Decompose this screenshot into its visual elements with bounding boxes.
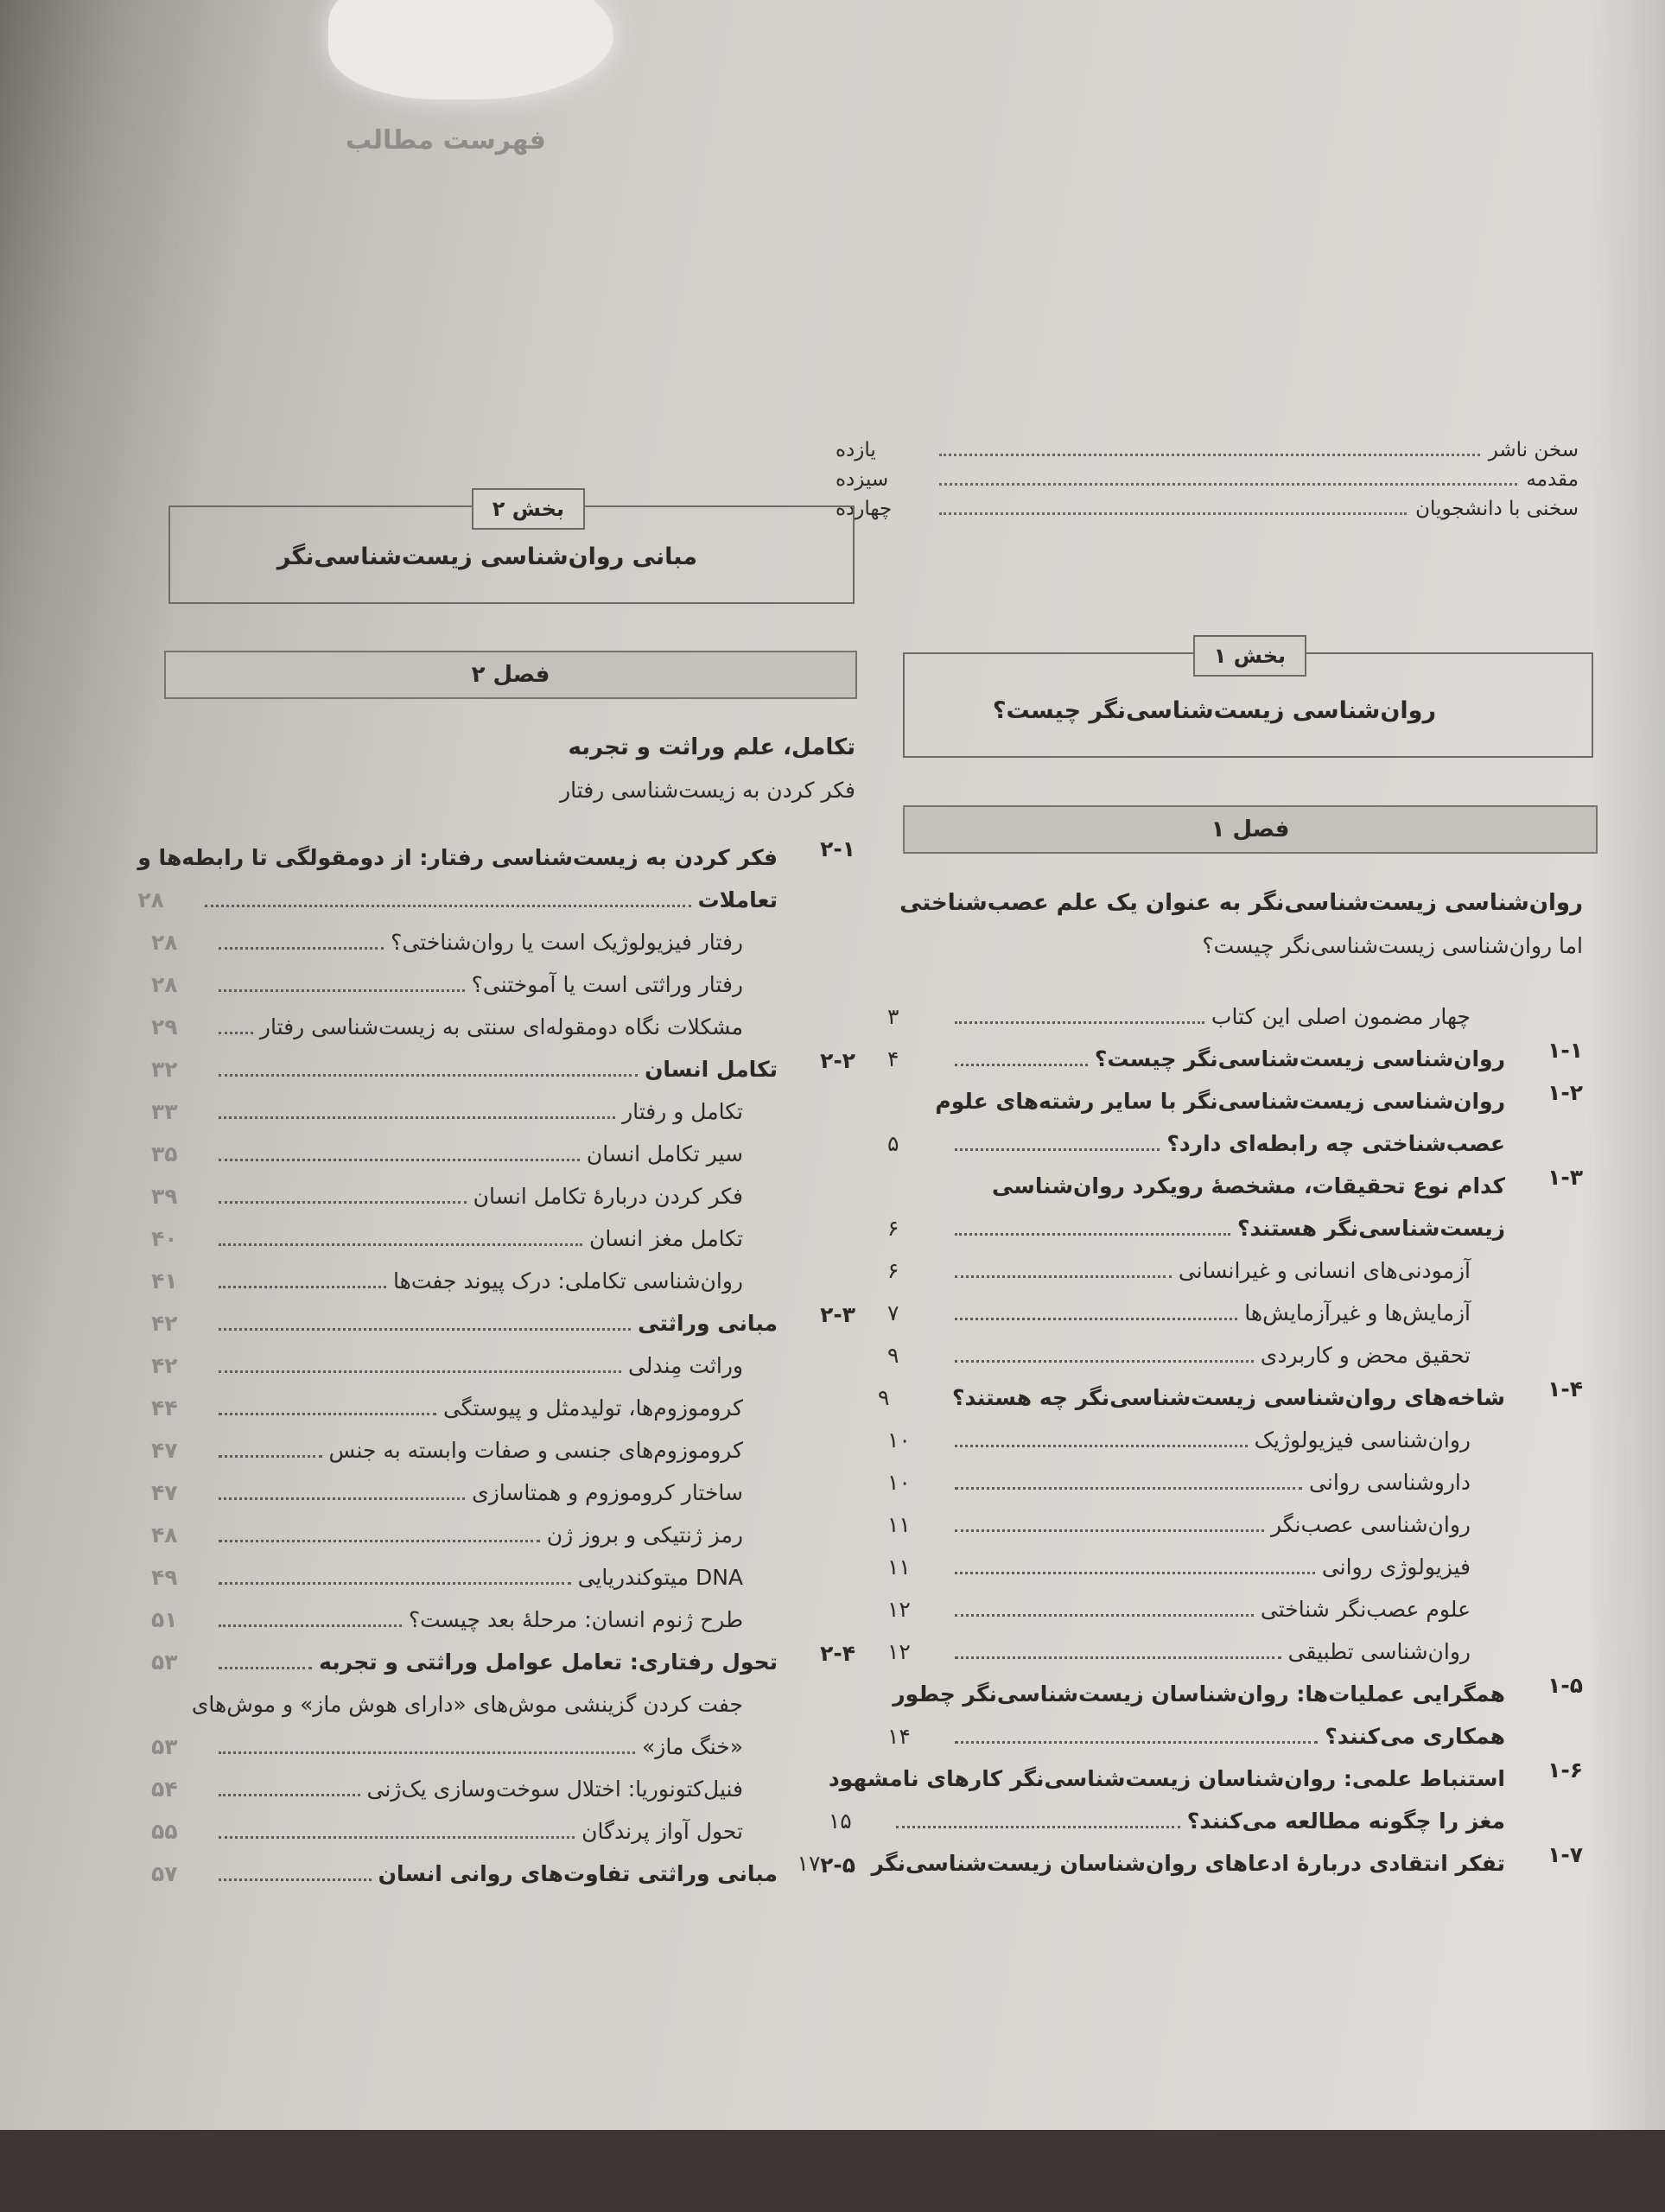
toc-entry-title: روان‌شناسی فیزیولوژیک bbox=[1254, 1427, 1471, 1452]
leader-dots bbox=[219, 1230, 582, 1246]
toc-page-number: ۳۵ bbox=[151, 1141, 178, 1166]
toc-page-number: ۵ bbox=[887, 1131, 899, 1156]
toc-entry-title: طرح ژنوم انسان: مرحلهٔ بعد چیست؟ bbox=[408, 1607, 743, 1632]
toc-page-number: ۴۱ bbox=[151, 1268, 178, 1294]
toc-section-entry[interactable] bbox=[151, 1641, 855, 1683]
toc-page-number: ۱۲ bbox=[887, 1597, 911, 1622]
toc-page-number: ۴۴ bbox=[151, 1395, 178, 1421]
toc-section-entry[interactable] bbox=[877, 1376, 1583, 1419]
toc-subentry[interactable] bbox=[887, 995, 1583, 1038]
front-matter-row[interactable] bbox=[836, 498, 1579, 527]
toc-subentry[interactable] bbox=[151, 1683, 855, 1768]
leader-dots bbox=[955, 1050, 1088, 1066]
leader-dots bbox=[955, 1304, 1237, 1320]
toc-section-number: ۲-۵ bbox=[820, 1853, 855, 1878]
part2-title: مبانی روان‌شناسی زیست‌شناسی‌نگر bbox=[276, 543, 697, 570]
toc-page-number: ۲۸ bbox=[151, 930, 178, 955]
leader-dots bbox=[955, 1600, 1254, 1617]
toc-subentry[interactable] bbox=[887, 1503, 1583, 1546]
toc-entry-title: روان‌شناسی تطبیقی bbox=[1287, 1639, 1471, 1664]
toc-page-number: ۴۷ bbox=[151, 1438, 178, 1463]
leader-dots bbox=[219, 1568, 571, 1585]
toc-page-number: ۶ bbox=[887, 1216, 899, 1241]
toc-page-number: ۳۹ bbox=[151, 1184, 178, 1209]
toc-subentry[interactable] bbox=[151, 1471, 855, 1514]
toc-entry-title: فیزیولوژی روانی bbox=[1321, 1554, 1471, 1580]
toc-section-number: ۲-۲ bbox=[820, 1048, 855, 1073]
toc-section-entry[interactable] bbox=[151, 1302, 855, 1344]
toc-entry-title: عصب‌شناختی چه رابطه‌ای دارد؟ bbox=[1166, 1131, 1505, 1156]
toc-entry-title: همکاری می‌کنند؟ bbox=[1325, 1724, 1505, 1749]
toc-subentry[interactable] bbox=[151, 1556, 855, 1599]
toc-page-number: ۲۸ bbox=[137, 887, 164, 912]
toc-subentry[interactable] bbox=[151, 1768, 855, 1810]
toc-page-number: ۱۱ bbox=[887, 1512, 911, 1537]
toc-entry-title: ساختار کروموزوم و همتاسازی bbox=[472, 1480, 743, 1505]
toc-page-number: ۱۴ bbox=[887, 1724, 911, 1749]
toc-section-entry[interactable] bbox=[887, 1038, 1583, 1080]
toc-page-number: ۷ bbox=[887, 1300, 899, 1325]
toc-entry-title: کدام نوع تحقیقات، مشخصهٔ رویکرد روان‌شناسی bbox=[992, 1173, 1505, 1198]
part2-box bbox=[168, 497, 855, 604]
toc-subentry[interactable] bbox=[887, 1630, 1583, 1673]
leader-dots bbox=[939, 502, 1407, 515]
chapter2-bar: فصل ۲ bbox=[164, 651, 857, 699]
leader-dots bbox=[219, 1526, 540, 1542]
toc-subentry[interactable] bbox=[887, 1546, 1583, 1588]
toc-page-number: ۴۲ bbox=[151, 1353, 178, 1378]
leader-dots bbox=[219, 1272, 386, 1288]
toc-page-number: ۶ bbox=[887, 1258, 899, 1283]
chapter2-entries bbox=[137, 836, 855, 1895]
toc-page-number: ۴۲ bbox=[151, 1311, 178, 1336]
toc-entry-title: مغز را چگونه مطالعه می‌کنند؟ bbox=[1186, 1808, 1505, 1834]
leader-dots bbox=[219, 933, 384, 950]
leader-dots bbox=[955, 1007, 1204, 1024]
toc-entry-title: تحول رفتاری: تعامل عوامل وراثتی و تجربه bbox=[319, 1649, 778, 1675]
toc-entry-title: همگرایی عملیات‌ها: روان‌شناسان زیست‌شناسی‌نگر چطور bbox=[893, 1681, 1505, 1707]
toc-section-entry[interactable] bbox=[151, 1853, 855, 1895]
front-matter-page: سیزده bbox=[836, 468, 889, 491]
toc-entry-title: تحول آواز پرندگان bbox=[581, 1819, 743, 1844]
toc-entry-title: جفت کردن گزینشی موش‌های «دارای هوش ماز» و موش‌های bbox=[191, 1692, 743, 1717]
leader-dots bbox=[896, 1812, 1180, 1828]
toc-section-number: ۱-۲ bbox=[1547, 1080, 1583, 1105]
toc-page-number: ۵۵ bbox=[151, 1819, 178, 1844]
toc-subentry[interactable] bbox=[151, 1217, 855, 1260]
toc-entry-title: تکامل و رفتار bbox=[622, 1099, 743, 1124]
front-matter-page: چهارده bbox=[836, 498, 893, 520]
toc-subentry[interactable] bbox=[887, 1334, 1583, 1376]
chapter1-bar: فصل ۱ bbox=[903, 805, 1598, 854]
toc-page-number: ۲۹ bbox=[151, 1014, 178, 1039]
toc-subentry[interactable] bbox=[151, 1090, 855, 1133]
toc-entry-title: زیست‌شناسی‌نگر هستند؟ bbox=[1236, 1216, 1505, 1241]
leader-dots bbox=[219, 1357, 621, 1373]
leader-dots bbox=[955, 1431, 1248, 1447]
toc-subentry[interactable] bbox=[887, 1419, 1583, 1461]
toc-entry-title: تعاملات bbox=[697, 887, 778, 912]
toc-entry-title: تکامل انسان bbox=[645, 1057, 778, 1082]
toc-section-number: ۱-۷ bbox=[1547, 1842, 1583, 1867]
toc-entry-title: تکامل مغز انسان bbox=[588, 1226, 743, 1251]
toc-subentry[interactable] bbox=[151, 1599, 855, 1641]
leader-dots bbox=[219, 1653, 312, 1669]
front-matter-label: سخنی با دانشجویان bbox=[1415, 498, 1579, 520]
leader-dots bbox=[939, 443, 1480, 456]
leader-dots bbox=[955, 1346, 1254, 1363]
toc-section-entry[interactable] bbox=[137, 836, 855, 921]
toc-entry-title: چهار مضمون اصلی این کتاب bbox=[1211, 1004, 1471, 1029]
leader-dots bbox=[955, 1643, 1281, 1659]
toc-section-entry[interactable] bbox=[828, 1758, 1583, 1842]
toc-subentry[interactable] bbox=[151, 921, 855, 963]
chapter1-title: روان‌شناسی زیست‌شناسی‌نگر به عنوان یک علم عصب‌شناختی bbox=[899, 890, 1583, 916]
toc-subentry[interactable] bbox=[151, 1175, 855, 1217]
desk-edge bbox=[0, 2130, 1665, 2212]
toc-subentry[interactable] bbox=[151, 1006, 855, 1048]
page-title: فهرست مطالب bbox=[346, 125, 546, 156]
leader-dots bbox=[219, 1822, 575, 1839]
front-matter-label: مقدمه bbox=[1526, 468, 1579, 491]
toc-page-number: ۵۳ bbox=[151, 1734, 178, 1759]
toc-page-number: ۱۰ bbox=[887, 1470, 911, 1495]
toc-entry-title: مبانی وراثتی bbox=[638, 1311, 778, 1336]
leader-dots bbox=[219, 1780, 360, 1796]
chapter1-subtitle: اما روان‌شناسی زیست‌شناسی‌نگر چیست؟ bbox=[1202, 933, 1583, 958]
toc-page-number: ۱۵ bbox=[828, 1808, 852, 1834]
leader-dots bbox=[219, 1865, 372, 1881]
leader-dots bbox=[219, 1018, 253, 1034]
toc-page-number: ۴۸ bbox=[151, 1522, 178, 1548]
toc-entry-title: آزمودنی‌های انسانی و غیرانسانی bbox=[1178, 1258, 1471, 1283]
toc-subentry[interactable] bbox=[887, 1461, 1583, 1503]
leader-dots bbox=[219, 1103, 615, 1119]
toc-entry-title: روان‌شناسی عصب‌نگر bbox=[1271, 1512, 1471, 1537]
toc-entry-title: آزمایش‌ها و غیرآزمایش‌ها bbox=[1244, 1300, 1471, 1325]
leader-dots bbox=[955, 1219, 1230, 1236]
toc-page-number: ۳ bbox=[887, 1004, 899, 1029]
toc-entry-title: مشکلات نگاه دومقوله‌ای سنتی به زیست‌شناسی رفتار bbox=[259, 1014, 743, 1039]
toc-page-number: ۴۹ bbox=[151, 1565, 178, 1590]
toc-entry-title: علوم عصب‌نگر شناختی bbox=[1260, 1597, 1471, 1622]
toc-page-number: ۵۳ bbox=[151, 1649, 178, 1675]
toc-section-entry[interactable] bbox=[887, 1080, 1583, 1165]
leader-dots bbox=[219, 1399, 436, 1415]
toc-subentry[interactable] bbox=[151, 1514, 855, 1556]
toc-section-number: ۲-۱ bbox=[820, 836, 855, 861]
toc-page-number: ۳۲ bbox=[151, 1057, 178, 1082]
toc-entry-title: استنباط علمی: روان‌شناسان زیست‌شناسی‌نگر کارهای نامشهود bbox=[828, 1766, 1505, 1791]
leader-dots bbox=[219, 1187, 467, 1204]
leader-dots bbox=[219, 976, 465, 992]
toc-section-number: ۱-۶ bbox=[1547, 1758, 1583, 1783]
toc-entry-title: روان‌شناسی زیست‌شناسی‌نگر با سایر رشته‌های علوم bbox=[935, 1089, 1505, 1114]
toc-subentry[interactable] bbox=[151, 1260, 855, 1302]
part1-box bbox=[903, 644, 1593, 758]
front-matter-label: سخن ناشر bbox=[1488, 439, 1579, 461]
toc-subentry[interactable] bbox=[887, 1588, 1583, 1630]
toc-page-number: ۳۳ bbox=[151, 1099, 178, 1124]
sticker-remnant bbox=[328, 0, 613, 99]
toc-entry-title: سیر تکامل انسان bbox=[586, 1141, 743, 1166]
chapter2-title: تکامل، علم وراثت و تجربه bbox=[568, 734, 855, 760]
toc-subentry[interactable] bbox=[151, 1344, 855, 1387]
toc-entry-title: فکر کردن دربارهٔ تکامل انسان bbox=[473, 1184, 743, 1209]
toc-entry-title: رفتار وراثتی است یا آموختنی؟ bbox=[471, 972, 743, 997]
leader-dots bbox=[955, 1727, 1318, 1744]
toc-section-number: ۲-۳ bbox=[820, 1302, 855, 1327]
toc-page-number: ۲۸ bbox=[151, 972, 178, 997]
toc-page-number: ۱۷ bbox=[797, 1851, 821, 1876]
leader-dots bbox=[955, 1516, 1264, 1532]
toc-entry-title: فکر کردن به زیست‌شناسی رفتار: از دومقولگی تا رابطه‌ها و bbox=[137, 845, 778, 870]
part1-tag: بخش ۱ bbox=[1193, 635, 1306, 677]
leader-dots bbox=[205, 891, 690, 907]
toc-page-number: ۹ bbox=[877, 1385, 890, 1410]
toc-subentry[interactable] bbox=[151, 1133, 855, 1175]
toc-page-number: ۵۴ bbox=[151, 1777, 178, 1802]
toc-page-number: ۵۷ bbox=[151, 1861, 178, 1886]
toc-entry-title: مبانی وراثتی تفاوت‌های روانی انسان bbox=[378, 1861, 778, 1886]
front-matter-page: یازده bbox=[836, 439, 876, 461]
toc-section-number: ۱-۴ bbox=[1547, 1376, 1583, 1402]
leader-dots bbox=[955, 1473, 1302, 1490]
part2-tag: بخش ۲ bbox=[472, 488, 585, 530]
leader-dots bbox=[955, 1262, 1172, 1278]
toc-page-number: ۱۰ bbox=[887, 1427, 911, 1452]
toc-section-entry[interactable] bbox=[887, 1165, 1583, 1249]
toc-entry-title: کروموزوم‌ها، تولیدمثل و پیوستگی bbox=[442, 1395, 743, 1421]
toc-page-number: ۴۷ bbox=[151, 1480, 178, 1505]
toc-entry-title: فنیل‌کتونوریا: اختلال سوخت‌وسازی یک‌ژنی bbox=[366, 1777, 743, 1802]
toc-section-number: ۱-۳ bbox=[1547, 1165, 1583, 1190]
leader-dots bbox=[955, 1135, 1160, 1151]
toc-entry-title: وراثت مِندلی bbox=[627, 1353, 743, 1378]
toc-entry-title: «خنگ ماز» bbox=[642, 1734, 743, 1759]
part1-title: روان‌شناسی زیست‌شناسی‌نگر چیست؟ bbox=[992, 697, 1436, 724]
leader-dots bbox=[219, 1738, 635, 1754]
toc-page-number: ۱۲ bbox=[887, 1639, 911, 1664]
leader-dots bbox=[219, 1314, 631, 1331]
leader-dots bbox=[219, 1484, 465, 1500]
toc-entry-title: تحقیق محض و کاربردی bbox=[1260, 1343, 1471, 1368]
leader-dots bbox=[219, 1441, 322, 1458]
toc-entry-title: کروموزوم‌های جنسی و صفات وابسته به جنس bbox=[328, 1438, 743, 1463]
toc-entry-title: تفکر انتقادی دربارهٔ ادعاهای روان‌شناسان زیست‌شناسی‌نگر bbox=[871, 1851, 1505, 1876]
front-matter-row[interactable] bbox=[836, 468, 1579, 498]
toc-entry-title: رمز ژنتیکی و بروز ژن bbox=[546, 1522, 743, 1548]
toc-section-number: ۱-۱ bbox=[1547, 1038, 1583, 1063]
toc-entry-title: روان‌شناسی زیست‌شناسی‌نگر چیست؟ bbox=[1094, 1046, 1505, 1071]
toc-subentry[interactable] bbox=[151, 1810, 855, 1853]
toc-entry-title: داروشناسی روانی bbox=[1309, 1470, 1471, 1495]
leader-dots bbox=[955, 1558, 1315, 1574]
chapter2-subtitle: فکر کردن به زیست‌شناسی رفتار bbox=[560, 778, 855, 803]
front-matter-row[interactable] bbox=[836, 439, 1579, 468]
toc-section-number: ۱-۵ bbox=[1547, 1673, 1583, 1698]
toc-entry-title: شاخه‌های روان‌شناسی زیست‌شناسی‌نگر چه هستند؟ bbox=[951, 1385, 1505, 1410]
toc-subentry[interactable] bbox=[151, 1387, 855, 1429]
toc-subentry[interactable] bbox=[151, 1429, 855, 1471]
toc-subentry[interactable] bbox=[887, 1249, 1583, 1292]
toc-page-number: ۴ bbox=[887, 1046, 899, 1071]
toc-section-entry[interactable] bbox=[887, 1673, 1583, 1758]
front-matter-list bbox=[836, 439, 1579, 527]
toc-page-number: ۹ bbox=[887, 1343, 899, 1368]
toc-page-number: ۵۱ bbox=[151, 1607, 178, 1632]
toc-entry-title: روان‌شناسی تکاملی: درک پیوند جفت‌ها bbox=[393, 1268, 743, 1294]
toc-page-number: ۱۱ bbox=[887, 1554, 911, 1580]
leader-dots bbox=[219, 1611, 402, 1627]
leader-dots bbox=[939, 473, 1517, 486]
toc-page-number: ۴۰ bbox=[151, 1226, 178, 1251]
toc-entry-title: DNA میتوکندریایی bbox=[577, 1565, 743, 1590]
toc-subentry[interactable] bbox=[151, 963, 855, 1006]
toc-section-number: ۲-۴ bbox=[820, 1641, 855, 1666]
leader-dots bbox=[219, 1060, 638, 1077]
toc-section-entry[interactable] bbox=[151, 1048, 855, 1090]
toc-entry-title: رفتار فیزیولوژیک است یا روان‌شناختی؟ bbox=[391, 930, 743, 955]
leader-dots bbox=[219, 1145, 580, 1161]
toc-subentry[interactable] bbox=[887, 1292, 1583, 1334]
